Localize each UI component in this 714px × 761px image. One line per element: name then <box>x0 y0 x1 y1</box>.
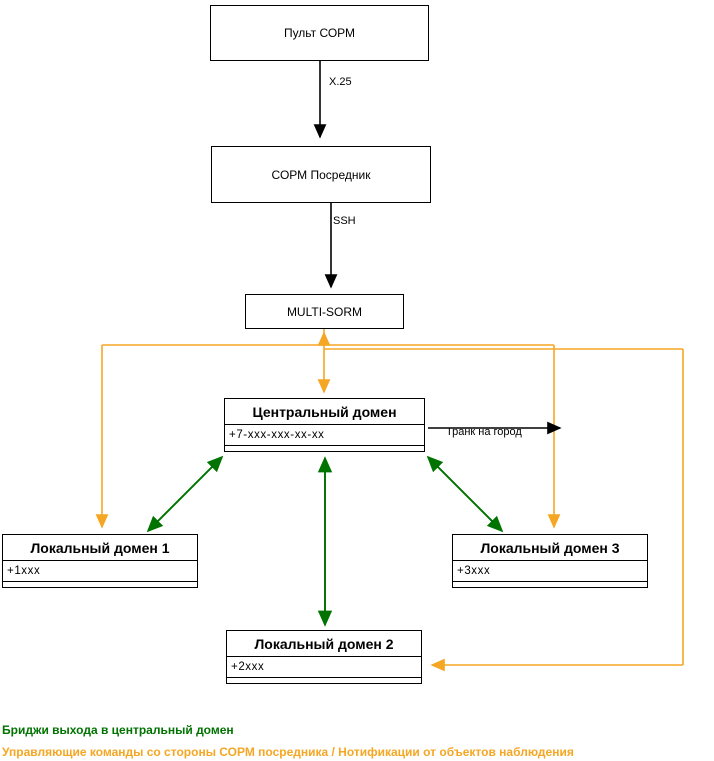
edge-label-x25: X.25 <box>329 76 352 88</box>
edge-bridge-local1-central <box>148 457 222 531</box>
node-multi-sorm-label: MULTI-SORM <box>286 304 363 319</box>
node-sorm-mediator-label: СОРМ Посредник <box>271 167 371 182</box>
node-local-domain-1[interactable] <box>2 534 198 588</box>
node-sorm-console[interactable] <box>210 5 429 61</box>
legend-item-bridges: Бриджи выхода в центральный домен <box>2 723 234 737</box>
legend-item-commands: Управляющие команды со стороны СОРМ посредника / Нотификации от объектов наблюдения <box>2 745 574 759</box>
node-local-domain-3-title: Локальный домен 3 <box>453 535 647 561</box>
node-multi-sorm[interactable] <box>245 294 404 329</box>
node-local-domain-3-numbers: +3xxx <box>453 561 647 582</box>
node-central-domain-footer <box>225 446 424 453</box>
node-central-domain-title: Центральный домен <box>225 399 424 425</box>
node-central-domain-numbers: +7-xxx-xxx-xx-xx <box>225 425 424 446</box>
node-local-domain-1-numbers: +1xxx <box>3 561 197 582</box>
node-local-domain-1-title: Локальный домен 1 <box>3 535 197 561</box>
node-local-domain-2-footer <box>227 678 421 685</box>
node-central-domain[interactable] <box>224 398 425 452</box>
edge-label-trunk: Транк на город <box>446 426 522 438</box>
node-local-domain-2[interactable] <box>226 630 422 684</box>
node-sorm-mediator[interactable] <box>211 146 431 203</box>
node-local-domain-2-numbers: +2xxx <box>227 657 421 678</box>
edge-label-ssh: SSH <box>333 215 356 227</box>
node-local-domain-3[interactable] <box>452 534 648 588</box>
node-sorm-console-label: Пульт СОРМ <box>283 26 356 40</box>
node-local-domain-1-footer <box>3 582 197 589</box>
node-local-domain-2-title: Локальный домен 2 <box>227 631 421 657</box>
node-local-domain-3-footer <box>453 582 647 589</box>
edge-bridge-local3-central <box>428 457 502 531</box>
edge-orange-bus-right <box>324 349 683 665</box>
